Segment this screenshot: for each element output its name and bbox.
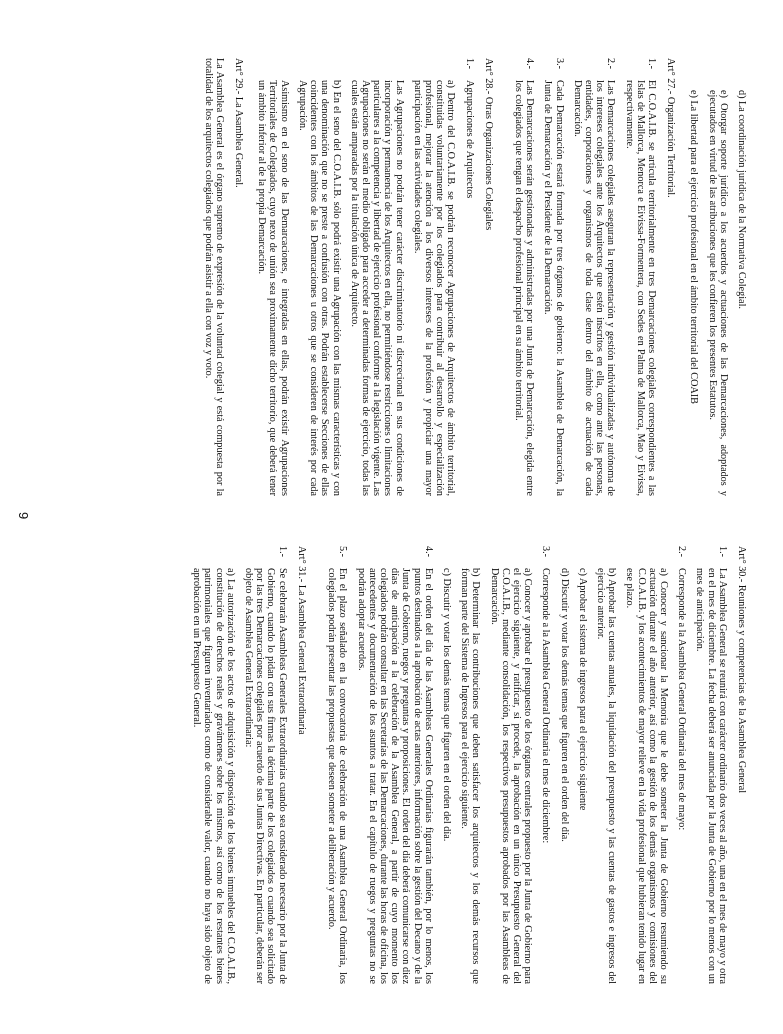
article-heading: Art° 27.- Organización Territorial.: [665, 58, 677, 198]
right-column: [47, 546, 747, 984]
paragraph: e) La libertad para el ejercicio profesional en el ámbito territorial del COAIB: [688, 90, 700, 404]
article-heading: Art° 29.- La Asamblea General.: [233, 58, 245, 188]
paragraph: c) Aprobar el sistema de ingresos para el ejercicio siguiente: [576, 568, 588, 811]
paragraph: a) Conocer y sancionar la Memoria que le debe someter la Junta de Gobierno resumiendo su actuación durante el año anterior, así como la gestión de los demás organismos y comisiones del C.O.A.I.B. y los acontecimientos de mayor relieve en la vida profesional que hubieran tenido lugar en ese plazo.: [624, 568, 669, 984]
article-heading: Art° 31.- La Asamblea General Extraordinaria: [295, 546, 307, 735]
list-item: 4.- En el orden del día de las Asambleas Generales Ordinarias figurarán también, por lo menos, los puntos destinados a la aprobación de actas anteriores, información sobre la gestión del Decano y de la Junta de Gobierno, ruegos y preguntas y proposiciones. El orden del día deberá comunicarse con diez días de anticipación a la celebración de la Asamblea General, a partir de cuyo momento los colegiados podrán consultar en las Secretarías de las Demarcaciones, durante las horas de oficina, los antecedentes y documentación de los asuntos a tratar. En el capítulo de ruegos y preguntas no se podrán adoptar acuerdos.: [355, 546, 434, 984]
article-heading: Art° 28.- Otras Organizaciones Colegiales: [482, 58, 494, 231]
paragraph: b) Determinar las contribuciones que deben satisfacer los arquitectos y los demás recursos que forman parte del Sistema de Ingresos para el ejercicio siguiente.: [459, 568, 482, 984]
paragraph: Las Agrupaciones no podrán tener carácter discriminatorio ni discrecional en sus condiciones de incorporación y permanencia de los Arquitectos en ella, no permitiéndose restricciones o limitaciones particulares a la competencia y libertad de ejercicio profesional conforme a la legislación vigente. Las Agrupaciones no serán el medio obligado para acceder a determinadas formas de ejercicio, todas las cuales están amparadas por la titulación única de Arquitecto.: [348, 80, 405, 496]
list-item: 3.- Corresponde a la Asamblea General Ordinaria el mes de diciembre:: [540, 546, 552, 844]
list-item: 3.- Cada Demarcación estará formada por tres órganos de gobierno: la Asamblea de Demarcación, la Junta de Demarcación y el Presidente de la Demarcación.: [542, 58, 565, 496]
paragraph: e) Otorgar soporte jurídico a los acuerdos y actuaciones de las Demarcaciones, adoptados y ejecutados en virtud de las atribuciones que les confieren los presentes Estatutos.: [706, 90, 729, 496]
list-item: 1.- Agrupaciones de Arquitectos: [463, 58, 475, 199]
list-item: 5.- En el plazo señalado en la convocatoria de celebración de una Asamblea General Ordinaria, los colegiados podrán presentar las propuestas que deseen someter a deliberación y acuerdo.: [326, 546, 349, 984]
left-column: [47, 58, 747, 496]
paragraph: La Asamblea General es el órgano supremo de expresión de la voluntad colegial y está compuesta por la totalidad de los arquitectos colegiados que podrán asistir a ella con voz y voto.: [202, 58, 225, 496]
list-item: 2.- Las Demarcaciones colegiales aseguran la representación y gestión individualizadas y autónoma de los intereses colegiales ante los Arquitectos que estén inscritos en ella, como ante las personas, entidades, corporaciones y organismos de toda clase dentro del ámbito de actuación de cada Demarcación.: [571, 58, 617, 496]
list-item: 4.- Las Demarcaciones serán gestionadas y administradas por una Junta de Demarcación, elegida entre los colegiados que tengan el despacho profesional principal en su ámbito territorial.: [512, 58, 536, 496]
paragraph: a) La autorización de los actos de adquisición y disposición de los bienes inmuebles del C.O.A.I.B., constitución de derechos reales y gravámenes sobre los mismos, así como de los restantes bienes patrimoniales que figuren inventariados como de considerable valor, cuando no haya sido objeto de aprobación en un Presupuesto General.: [191, 568, 236, 984]
list-item: 1.- Se celebrarán Asambleas Generales Extraordinarias cuando sea considerado necesario por la Junta de Gobierno, cuando lo pidan con sus firmas la décima parte de los colegiados o cuando sea solicitado por las tres Demarcaciones colegiales por acuerdo de sus Juntas Directivas. En particular, deberán ser objeto de Asamblea General Extraordinaria:: [243, 546, 288, 984]
list-item: 1.- El C.O.A.I.B. se articula territorialmente en tres Demarcaciones colegiales correspondientes a las Islas de Mallorca, Menorca e Eivissa-Formentera, con Sedes en Palma de Mallorca, Mao y Eivissa, respectivamente.: [623, 58, 657, 496]
article-heading: Art° 30.- Reuniones y competencias de la Asamblea General: [736, 546, 747, 794]
paragraph: a) Dentro del C.O.A.I.B. se podrán reconocer Agrupaciones de Arquitectos de ámbito territorial, constituidas voluntariamente por los colegiados para contribuir al desarrollo y especialización profesional, mejorar la atención a los diversos intereses de la profesión y propiciar una mayor participación en las actividades colegiales.: [411, 80, 457, 496]
paragraph: d) Discutir y votar los demás temas que figuren en el orden del día.: [558, 568, 570, 842]
paragraph: Asimismo en el seno de las Demarcaciones, e integradas en ellas, podrán existir Agrupaciones Territoriales de Colegiados, cuyo nexo de unión sea proximamente dicho territorio, que deberá tener un ámbito inferior al de la propia Demarcación.: [256, 80, 290, 496]
paragraph: a) Conocer y aprobar el presupuesto de los órganos centrales propuesto por la Junta de Gobierno para el ejercicio siguiente, y ratificar, si procede, la aprobación en un único Presupuesto General del C.O.A.I.B., mediante consolidación, los respectivos presupuestos aprobados por las Asambleas de Demarcación.: [488, 568, 534, 984]
list-item: 2.- Corresponde a la Asamblea General Ordinaria del mes de mayo:: [676, 546, 688, 831]
paragraph: b) Aprobar las cuentas anuales, la liquidación del presupuesto y las cuentas de gastos e ingresos del ejercicio anterior.: [594, 568, 618, 984]
page-number: 9: [16, 512, 31, 520]
paragraph: c) Discutir y votar los demás temas que figuren en el orden del día.: [440, 568, 452, 842]
paragraph: d) La coordinación jurídica de la Normativa Colegial.: [736, 90, 747, 309]
list-item: 1.- La Asamblea General se reunirá con carácter ordinario dos veces al año, una en el mes de mayo y otra en el mes de diciembre. La fecha deberá ser anunciada por la Junta de Gobierno por lo menos con un mes de anticipación.: [694, 546, 728, 984]
paragraph: b) En el seno del C.O.A.I.B. sólo podrá existir una Agrupación con las mismas características y con una denominación que no se preste a confusión con otras. Podrán establecerse Secciones de ellas coincidentes con los ámbitos de las Demarcaciones u otros que se consideren de interés por cada Agrupación.: [296, 80, 342, 496]
